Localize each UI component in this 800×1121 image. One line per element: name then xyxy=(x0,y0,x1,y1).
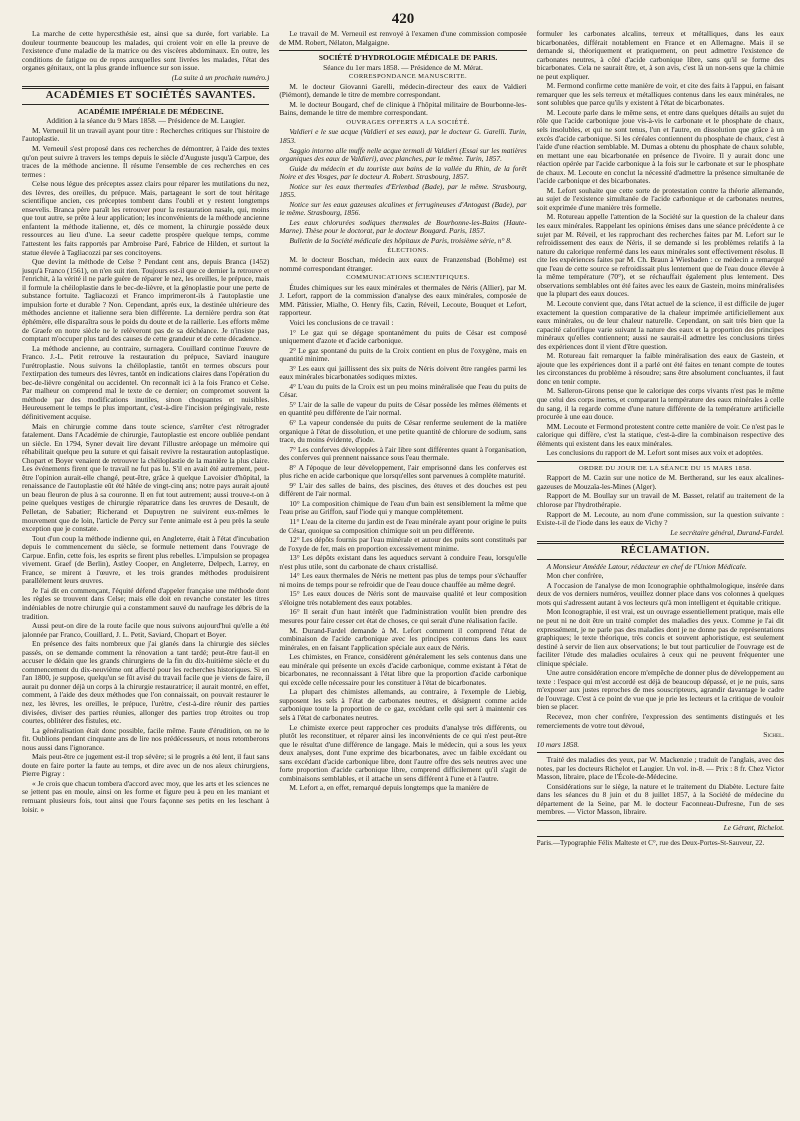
conclusion-item: 10° La composition chimique de l'eau d'un bain est sensiblement la même que l'eau prise au Griffon, sauf l'iode qui y manque complètement. xyxy=(279,498,527,517)
paragraph: M. le docteur Giovanni Garelli, médecin-directeur des eaux de Valdieri (Piémont), demande le titre de membre correspondant. xyxy=(279,81,527,100)
communications-heading: COMMUNICATIONS SCIENTIFIQUES. xyxy=(346,274,470,282)
page-number: 420 xyxy=(391,11,415,27)
divider xyxy=(537,461,784,462)
paragraph: Tout d'un coup la méthode indienne qui, en Angleterre, était à l'état d'incubation depuis le commencement du siècle, se formule nettement dans l'ouvrage de Carpue. Enfin, cette fois, les esprits se firent plus rebelles. L'impulsion se propagea vivement. Graef (de Berlin), Astley Cooper, en Angleterre, Delpech, Larrey, en France, se mirent à l'œuvre, et les trois grandes méthodes produisirent parallèlement leurs œuvres. xyxy=(22,533,270,586)
section-divider xyxy=(22,86,269,89)
conclusion-item: 3° Les eaux qui jaillissent des six puits de Néris doivent être rangées parmi les eaux minérales bicarbonatées sodiques mixtes. xyxy=(279,363,527,382)
addressee: A Monsieur Amédée Latour, rédacteur en chef de l'Union Médicale. xyxy=(546,561,747,571)
divider xyxy=(537,820,784,821)
reclamation-date: 10 mars 1858. xyxy=(536,739,580,749)
paragraph: M. Rotureau appelle l'attention de la Société sur la question de la chaleur dans les eaux minérales. Rappelant les opinions émises dans une séance précédente à ce sujet par M. Réveil, et les rapprochant des recherches faites par M. Lefort sur le refroidissement des eaux de Néris, il se demande si les problèmes relatifs à la nature du calorique renfermé dans les eaux minérales sont effectivement résolus. Il cite les expériences faites par M. Ch. Braun à Wiesbaden : ce médecin a remarqué que l'eau de cette source se refroidissait plus lentement que de l'eau douce élevée à la même température (70°), et se réchauffait également plus lentement. Des observations semblables ont été faites avec les eaux de Gastein, moins minéralisées que la plupart des eaux douces. xyxy=(536,212,784,299)
conclusion-item: 1° Le gaz qui se dégage spontanément du puits de César est composé uniquement d'azote et d'acide carbonique. xyxy=(279,327,527,346)
book-notice: Considérations sur le siège, la nature et le traitement du Diabète. Lecture faite dans les séances du 8 juin et du 8 juillet 1857, à la Société de médecine du département de la Seine, par M. le docteur Faconneau-Dufresne, l'un de ses membres. — Victor Masson, libraire. xyxy=(536,781,784,817)
paragraph: La plupart des chimistes allemands, au contraire, à l'exemple de Liebig, supposent les sels à l'état de carbonates neutres, et désignent comme acide carbonique toute la proportion de ce gaz, excédant celle qui sert à maintenir ces sels à l'état de carbonates neutres. xyxy=(279,687,527,723)
work-item: Bulletin de la Société médicale des hôpitaux de Paris, troisième série, n° 8. xyxy=(289,236,512,246)
salutation: Mon cher confrère, xyxy=(546,571,604,581)
paragraph: M. Verneuil s'est proposé dans ces recherches de démontrer, à l'aide des textes qu'on peut suivre à travers les temps depuis le siècle d'Auguste jusqu'à Carpue, des traces de la méthode ancienne. Il résume l'ensemble de ces recherches en ces termes : xyxy=(22,144,270,179)
paragraph: M. Lefort a, en effet, remarqué depuis longtemps que la manière de xyxy=(289,783,489,793)
paragraph: M. Lecoute convient que, dans l'état actuel de la science, il est difficile de juger exactement la question comparative de la chaleur imprimée artificiellement aux eaux minérales, ou de leur chaleur naturelle. Cependant, on sait très bien que la capacité calorifique varie suivant la nature des eaux et la proportion des principes minéraux qu'elles contiennent; aussi ne saurait-il admettre les conclusions tirées des expériences dont il vient d'être question. xyxy=(536,298,784,351)
work-item: Les eaux chlorurées sodiques thermales de Bourbonne-les-Bains (Haute-Marne). Thèse pour le doctorat, par le docteur Bougard. Paris, 1857. xyxy=(279,217,527,236)
paragraph: La généralisation était donc possible, facile même. Faute d'érudition, on ne le fit. Oublions pendant cinquante ans de lire nos prédécesseurs, et nous retomberons nous aussi dans l'ignorance. xyxy=(22,725,270,752)
paragraph: M. Fermond confirme cette manière de voir, et cite des faits à l'appui, en faisant remarquer que les sels terreux et métalliques contenus dans les eaux minérales, ne sont solubles que parce qu'ils y existent à l'état de bicarbonates. xyxy=(536,81,784,108)
paragraph: M. Durand-Fardel demande à M. Lefort comment il comprend l'état de combinaison de l'acide carbonique avec les principes contenus dans les eaux minérales, en en faisant l'application spéciale aux eaux de Néris. xyxy=(279,625,527,652)
paragraph: Que devint la méthode de Celse ? Pendant cent ans, depuis Branca (1452) jusqu'à Franco (1561), on n'en suit rien. Toujours est-il que ce dernier la retrouve et l'enrichit, à la vérité il ne parle guère de réparer le nez, les oreilles, le prépuce, mais il formule la chéiloplastie dans le bec-de-lièvre, et la génoplastie pour une perte de substance fortuite. Tagliacozzi et Franco imprimeront-ils à l'autoplastie une impulsion forte et durable ? Non. Cependant, après eux, la destinée ultérieure des méthodes ancienne et italienne sera bien différente. La dernière perdra son état éphémère, elle disparaîtra sous le poids du doute et de la raillerie. Les efforts même de Graefe en notre siècle ne le relèveront pas de sa déchéance. Je n'insiste pas, comptant m'occuper plus tard des causes de cette grandeur et de cette décadence. xyxy=(22,257,270,344)
quote-paragraph: « Je crois que chacun tombera d'accord avec moy, que les arts et les sciences ne se jettent pas en moule, ainsi on les forme et figure peu à peu en les maniant et remuant plusieurs fois, tout ainsi que l'ours façonne ses petits en les leschant à loisir. » xyxy=(22,778,270,814)
work-item: Notice sur les eaux thermales d'Erlenbad (Bade), par le même. Strasbourg, 1855. xyxy=(279,181,527,200)
reclamation-title: RÉCLAMATION. xyxy=(620,545,710,557)
divider xyxy=(537,559,784,560)
conclusion-item: 14° Les eaux thermales de Néris ne mettent pas plus de temps pour s'échauffer ni moins de temps pour se refroidir que de l'eau douce chauffée au même degré. xyxy=(279,571,527,589)
paragraph: Les conclusions du rapport de M. Lefort sont mises aux voix et adoptées. xyxy=(546,448,763,458)
paragraph: M. Rotureau fait remarquer la faible minéralisation des eaux de Gastein, et ajoute que les expériences dont il a parlé ont été faites en tenant compte de toutes les circonstances du problème à résoudre; sans être absolument concluantes, il faut donc en tenir compte. xyxy=(536,351,784,386)
paragraph: Mon Iconographie, il est vrai, est un ouvrage essentiellement pratique, mais elle ne peut ni ne doit être un traité complet des maladies des yeux. Comme je l'ai dit expressément, je ne parle pas des maladies dont je ne donne pas de représentations graphiques; le texte théorique, très concis et souvent aphoristique, est seulement destiné à servir de lien aux observations; le but tout particulier de l'ouvrage est de faciliter l'étude des maladies oculaires à ceux qui ne peuvent fréquenter une clinique spéciale. xyxy=(536,607,784,668)
work-item: Saggio intorno alle muffe nelle acque termali di Valdieri (Essai sur les matières organiques des eaux de Valdieri), avec planches, par le même. Turin, 1857. xyxy=(279,145,527,164)
conclusion-item: 11° L'eau de la citerne du jardin est de l'eau minérale ayant pour origine le puits de César, quoique sa composition chimique soit un peu différente. xyxy=(279,516,527,535)
paragraph: Mais peut-être ce jugement est-il trop sévère; si le progrès a été lent, il faut sans doute en faire porter la faute au temps, et dire avec un de nos aïeux chirurgiens, Pierre Pigray : xyxy=(22,752,270,779)
paragraph: Mais en chirurgie comme dans toute science, s'arrêter c'est rétrograder fatalement. Dans l'Académie de chirurgie, l'autoplastie est encore oubliée pendant un siècle. En 1794, Syner devait lire devant l'illustre aréopage un mémoire qui réhabilitait quelque peu la suture et qui faisait revivre la restauration autoplastique. Chopart et Boyer venaient de retrouver la chéiloplastie de la manière la plus claire. Les événements firent que le travail ne fut pas lu. S'il en avait été autrement, peut-être l'opinion aurait-elle changé, peut-être, grâce à quelque Lavoisier d'hôpital, la renaissance de l'autoplastie eût été hâtée de vingt-cinq ans; notre pays aurait ajouté un beau fleuron de plus à sa couronne. Il en fut tout autrement; aussi trouve-t-on à peine quelques vestiges de chirurgie réparatrice dans les œuvres de Desault, de Pelletan, de Sabatier; Richerand et Dupuytren ne suivirent eux-mêmes le mouvement que de loin, l'article de Percy sur l'ente animale est à peu près la seule exception que je constate. xyxy=(22,421,270,534)
section-divider xyxy=(537,541,784,544)
work-item: Guide du médecin et du touriste aux bains de la vallée du Rhin, de la forêt Noire et des Vosges, par le docteur A. Robert. Strasbourg, 1857. xyxy=(279,163,527,182)
book-notice: Traité des maladies des yeux, par W. Mackenzie ; traduit de l'anglais, avec des notes, par les docteurs Richelot et Laugier. Un vol. in-8. — Prix : 8 fr. Chez Victor Masson, libraire, place de l'École-de-Médecine. xyxy=(536,755,784,782)
paragraph: M. Lecoute parle dans le même sens, et entre dans quelques détails au sujet du rôle que l'acide carbonique joue vis-à-vis le carbonate et le phosphate de chaux, sels insolubles, et qui ne sont tenus, l'un et l'autre, en dissolution que grâce à un excès d'acide carbonique. Si les céréales contiennent du phosphate de chaux, c'est à l'aide d'une réaction semblable. M. Dumas a obtenu du phosphate de chaux soluble, en mettant une eau bicarbonatée en présence de l'ivoire. Il y aurait donc une réaction opérée par l'acide carbonique à la fois sur le carbonate et sur le phosphate de chaux. M. Lecoute en conclut la nécessité d'admettre la présence simultanée de l'acide carbonique et des bicarbonates. xyxy=(536,107,784,186)
section-title: ACADÉMIES ET SOCIÉTÉS SAVANTES. xyxy=(45,90,256,102)
column-1 xyxy=(22,30,269,1098)
reclamation-signature: Sichel. xyxy=(763,730,784,740)
conclusion-item: 13° Les dépôts existant dans les aqueducs servant à conduire l'eau, lorsqu'elle n'est plus utile, sont du carbonate de chaux cristallisé. xyxy=(279,553,527,571)
paragraph: M. le docteur Boschan, médecin aux eaux de Franzensbad (Bohême) est nommé correspondant étranger. xyxy=(279,255,527,273)
conclusion-item: 4° L'eau du puits de la Croix est un peu moins minéralisée que l'eau du puits de César. xyxy=(279,381,527,400)
order-of-day-heading: ORDRE DU JOUR DE LA SÉANCE DU 15 MARS 1858. xyxy=(578,464,752,472)
secretary-signature: Le secrétaire général, Durand-Fardel. xyxy=(670,527,784,537)
conclusion-item: 5° L'air de la salle de vapeur du puits de César possède les mêmes éléments et en quantité peu différente de l'air normal. xyxy=(279,399,527,418)
paragraph: Une autre considération encore m'empêche de donner plus de développement au texte : l'espace qui m'est accordé est déjà de beaucoup dépassé, et je ne puis, sans m'exposer aux justes reproches de mes souscripteurs, agrandir davantage le cadre de l'ouvrage. C'est à ce point de vue que je prie les lecteurs et la critique de vouloir bien se placer. xyxy=(536,668,784,712)
conclusion-item: 16° Il serait d'un haut intérêt que l'administration voulût bien prendre des mesures pour faire cesser cet état de choses, ce qui serait d'une réalisation facile. xyxy=(279,607,527,625)
conclusion-item: 2° Le gaz spontané du puits de la Croix contient en plus de l'oxygène, mais en quantité minime. xyxy=(279,345,527,364)
conclusion-item: 12° Les dépôts fournis par l'eau minérale et autour des puits sont constitués par de l'oxyde de fer, mais en proportion excessivement minime. xyxy=(279,535,527,553)
divider xyxy=(279,50,526,51)
paragraph: A l'occasion de l'analyse de mon Iconographie ophthalmologique, insérée dans deux de vos derniers numéros, veuillez donner place dans vos colonnes à quelques mots qui s'adressent autant à vos lecteurs qu'à mon intelligent et équitable critique. xyxy=(536,580,784,607)
society-title: SOCIÉTÉ D'HYDROLOGIE MÉDICALE DE PARIS. xyxy=(318,53,498,63)
paragraph: Le travail de M. Verneuil est renvoyé à l'examen d'une commission composée de MM. Robert, Nélaton, Malgaigne. xyxy=(279,30,527,47)
paragraph: MM. Lecoute et Fermond protestent contre cette manière de voir. Ce n'est pas le calorique qui diffère, c'est la statique, c'est-à-dire la combinaison respective des éléments qui existent dans les eaux minérales. xyxy=(536,421,784,448)
work-item: Valdieri e le sue acque (Valdieri et ses eaux), par le docteur G. Garelli. Turin, 1853. xyxy=(279,127,527,146)
divider xyxy=(537,752,784,753)
conclusion-item: 8° A l'époque de leur développement, l'air emprisonné dans les conferves est plus riche en acide carbonique que lorsqu'elles sont parvenues à complète maturité. xyxy=(279,462,527,481)
paragraph: M. le docteur Bougard, chef de clinique à l'hôpital militaire de Bourbonne-les-Bains, demande le titre de membre correspondant. xyxy=(279,99,527,118)
work-item: Notice sur les eaux gazeuses alcalines et ferrugineuses d'Antogast (Bade), par le même. Strasbourg, 1856. xyxy=(279,199,527,218)
academy-title: ACADÉMIE IMPÉRIALE DE MÉDECINE. xyxy=(77,106,224,116)
paragraph: formuler les carbonates alcalins, terreux et métalliques, dans les eaux bicarbonatées, différait notablement en France et en Allemagne. Mais il se demande si, théoriquement et pratiquement, on peut admettre l'existence de carbonates neutres, à côté d'acide carbonique libre, sans qu'il se forme des bicarbonates. Cela ne saurait être, et, à son avis, c'est là un non-sens que la chimie ne peut expliquer. xyxy=(536,30,784,81)
order-item: Rapport de M. Cazin sur une notice de M. Bertherand, sur les eaux alcalines-gazeuses de Mouzaïa-les-Mines (Alger). xyxy=(536,473,784,491)
paragraph: Voici les conclusions de ce travail : xyxy=(289,317,394,327)
elections-heading: ÉLECTIONS. xyxy=(387,246,429,254)
conclusion-item: 6° La vapeur condensée du puits de César renferme seulement de la matière organique à l'état de dissolution, et une petite quantité de chlorure de sodium, sans trace, du moins évidente, d'iode. xyxy=(279,417,527,445)
paragraph: M. Salleron-Girons pense que le calorique des corps vivants n'est pas le même que celui des corps inertes, et comparant la température des eaux minérales à celle du sang, il la regarde comme d'une nature différente de la température artificielle procurée à une eau douce. xyxy=(536,386,784,422)
intro-paragraph: La marche de cette hypercsthésie est, ainsi que sa durée, fort variable. La douleur tourmente beaucoup les malades, qui croient voir en elle la preuve de l'existence d'une maladie de la matrice ou des viscères abdominaux. En outre, les conditions de fatigue ou de repos auxquelles sont livrées les malades, l'état des organes génitaux, ont la plus grande influence sur son issue. xyxy=(22,30,270,73)
correspondence-heading: CORRESPONDANCE MANUSCRITE. xyxy=(348,73,468,81)
paragraph: Recevez, mon cher confrère, l'expression des sentiments distingués et les remerciements de votre tout dévoué, xyxy=(536,712,784,730)
divider xyxy=(22,104,269,105)
printer-line: Paris.—Typographie Félix Malteste et C°, rue des Deux-Portes-St-Sauveur, 22. xyxy=(536,838,765,847)
session-line: Addition à la séance du 9 Mars 1858. — Présidence de M. Laugier. xyxy=(46,116,246,126)
conclusion-item: 7° Les conferves développées à l'air libre sont différentes quant à l'organisation, des conferves qui prennent naissance sous l'eau thermale. xyxy=(279,444,527,463)
order-item: Rapport de M. Lecoute, au nom d'une commission, sur la question suivante : Existe-t-il de l'iode dans les eaux de Vichy ? xyxy=(536,509,784,528)
session-line: Séance du 1er mars 1858. — Présidence de M. Mérat. xyxy=(323,62,483,72)
gerant-signature: Le Gérant, Richelot. xyxy=(723,823,784,833)
column-2 xyxy=(279,30,526,1098)
conclusion-item: 9° L'air des salles de bains, des piscines, des étuves et des douches est peu différent de l'air normal. xyxy=(279,480,527,499)
paragraph: Les chimistes, en France, considèrent généralement les sels contenus dans une eau minérale qui présente un excès d'acide carbonique, comme existant à l'état de bicarbonates, ne reconnaissant à l'état libre que la proportion d'acide carbonique qui excède celle nécessaire pour les constituer à l'état de bicarbonates. xyxy=(279,652,527,687)
paragraph: Le chimiste exerce peut rapprocher ces produits d'analyse très différents, ou plutôt les reconstituer, et réparer ainsi les inconvénients de ce qui n'est peut-être que le résultat d'une différence de langage. Mais le médecin, qui a sous les yeux deux analyses, dont l'une exprime des bicarbonates, avec un faible excédant ou sans excédant d'acide carbonique libre, dont l'autre offre des sels neutres avec une forte proportion d'acide carbonique libre, comprend difficilement qu'il s'agit de combinaisons semblables, et il attache un sens différent à l'une et à l'autre. xyxy=(279,722,527,783)
column-3 xyxy=(537,30,784,1098)
order-item: Rapport de M. Boullay sur un travail de M. Basset, relatif au traitement de la chlorose par l'hydrothérapie. xyxy=(536,491,784,509)
paragraph: M. Verneuil lit un travail ayant pour titre : Recherches critiques sur l'histoire de l'autoplastie. xyxy=(22,125,270,144)
paragraph: Études chimiques sur les eaux minérales et thermales de Néris (Allier), par M. J. Lefort, rapport de la commission d'analyse des eaux minérales, composée de MM. Pâtissier, Mialhe, O. Henry fils, Cazin, Réveil, Lecoute, Bouquet et Lefort, rapporteur. xyxy=(279,282,527,318)
paragraph: Celse nous légue des préceptes assez clairs pour réparer les mutilations du nez, des lèvres, des oreilles, du prépuce. Mais, partageant le sort de tout héritage scientifique ancien, ces préceptes tombent dans l'oubli et y restent longtemps ensevelis. Branca père paraît les retrouver pour la restauration nasale, qui, moins que tout autre, se prête à leur application; les inconvénients de la méthode ancienne enfantent la méthode italienne, et, dès ce moment, la chirurgie possède deux ressources au lieu d'une. La seeur cadette prospère quelque temps, comme l'attestent les faits rapportés par Ambroise Paré, Fabrice de Hilden, et surtout la statue élevée à Tagliacozzi par ses concitoyens. xyxy=(22,179,270,257)
paragraph: Je l'ai dit en commençant, l'équité défend d'appeler française une méthode dont les règles se trouvent dans Celse; mais elle doit en revanche constater les titres indéniables de notre chirurgie qui a constamment sauvé du naufrage les débris de la tradition. xyxy=(22,585,270,621)
footer-divider xyxy=(537,836,784,837)
columns xyxy=(22,30,784,1098)
conclusion-item: 15° Les eaux douces de Néris sont de mauvaise qualité et leur composition s'éloigne très notablement des eaux potables. xyxy=(279,589,527,607)
to-be-continued: (La suite à un prochain numéro.) xyxy=(171,72,270,82)
paragraph: En présence des faits nombreux que j'ai glanés dans la chirurgie des siècles passés, on se demande comment la rénovation a tant tardé; peut-être faut-il en accuser le dédain que les grands chirurgiens de la fin du dix-huitième siècle et du commencement du dix-neuvième ont affecté pour les recherches historiques. Si en l'an 1800, je suppose, quelqu'un se fût avisé du travail facile que je viens de faire, il aurait pu donner déjà un corps à la chirurgie restauratrice; il aurait montré, en effet, comment, à l'aide des deux méthodes que l'on connaissait, on pouvait restaurer le nez, les lèvres, les oreilles, le prépuce, l'urètre, c'est-à-dire réunir des parties divisées, diviser des parties réunies, allonger des parties trop étroites ou trop courtes, oblitérer des fistules, etc. xyxy=(22,639,270,726)
paragraph: Aussi peut-on dire de la route facile que nous suivons aujourd'hui qu'elle a été jalonnée par Franco, Couillard, J. L. Petit, Saviard, Chopart et Boyer. xyxy=(22,621,270,639)
paragraph: M. Lefort souhaite que cette sorte de protestation contre la théorie allemande, au sujet de l'existence simultanée de l'acide carbonique et de carbonates neutres, soit exprimée d'une manière très formelle. xyxy=(536,185,784,212)
works-heading: OUVRAGES OFFERTS A LA SOCIÉTÉ. xyxy=(346,118,470,126)
paragraph: La méthode ancienne, au contraire, surnagera. Couillard continue l'œuvre de Franco. J.-L. Petit retrouve la restauration du prépuce, Saviard inaugure l'urétroplastie. Nous suivons la chéiloplastie, tantôt en termes obscurs pour l'extirpation des tumeurs des lèvres, tantôt en indications claires dans l'opération du bec-de-lièvre congénital ou accidentel. On reconnaît ici à la fois Franco et Celse. Par malheur on comprend mal le texte de ce dernier; on compromet souvent la méthode par des modifications inutiles, sinon choquantes et nuisibles. Heureusement le temps le plus important, c'est-à-dire l'incision prégingivale, reste définitivement acquise. xyxy=(22,343,270,421)
